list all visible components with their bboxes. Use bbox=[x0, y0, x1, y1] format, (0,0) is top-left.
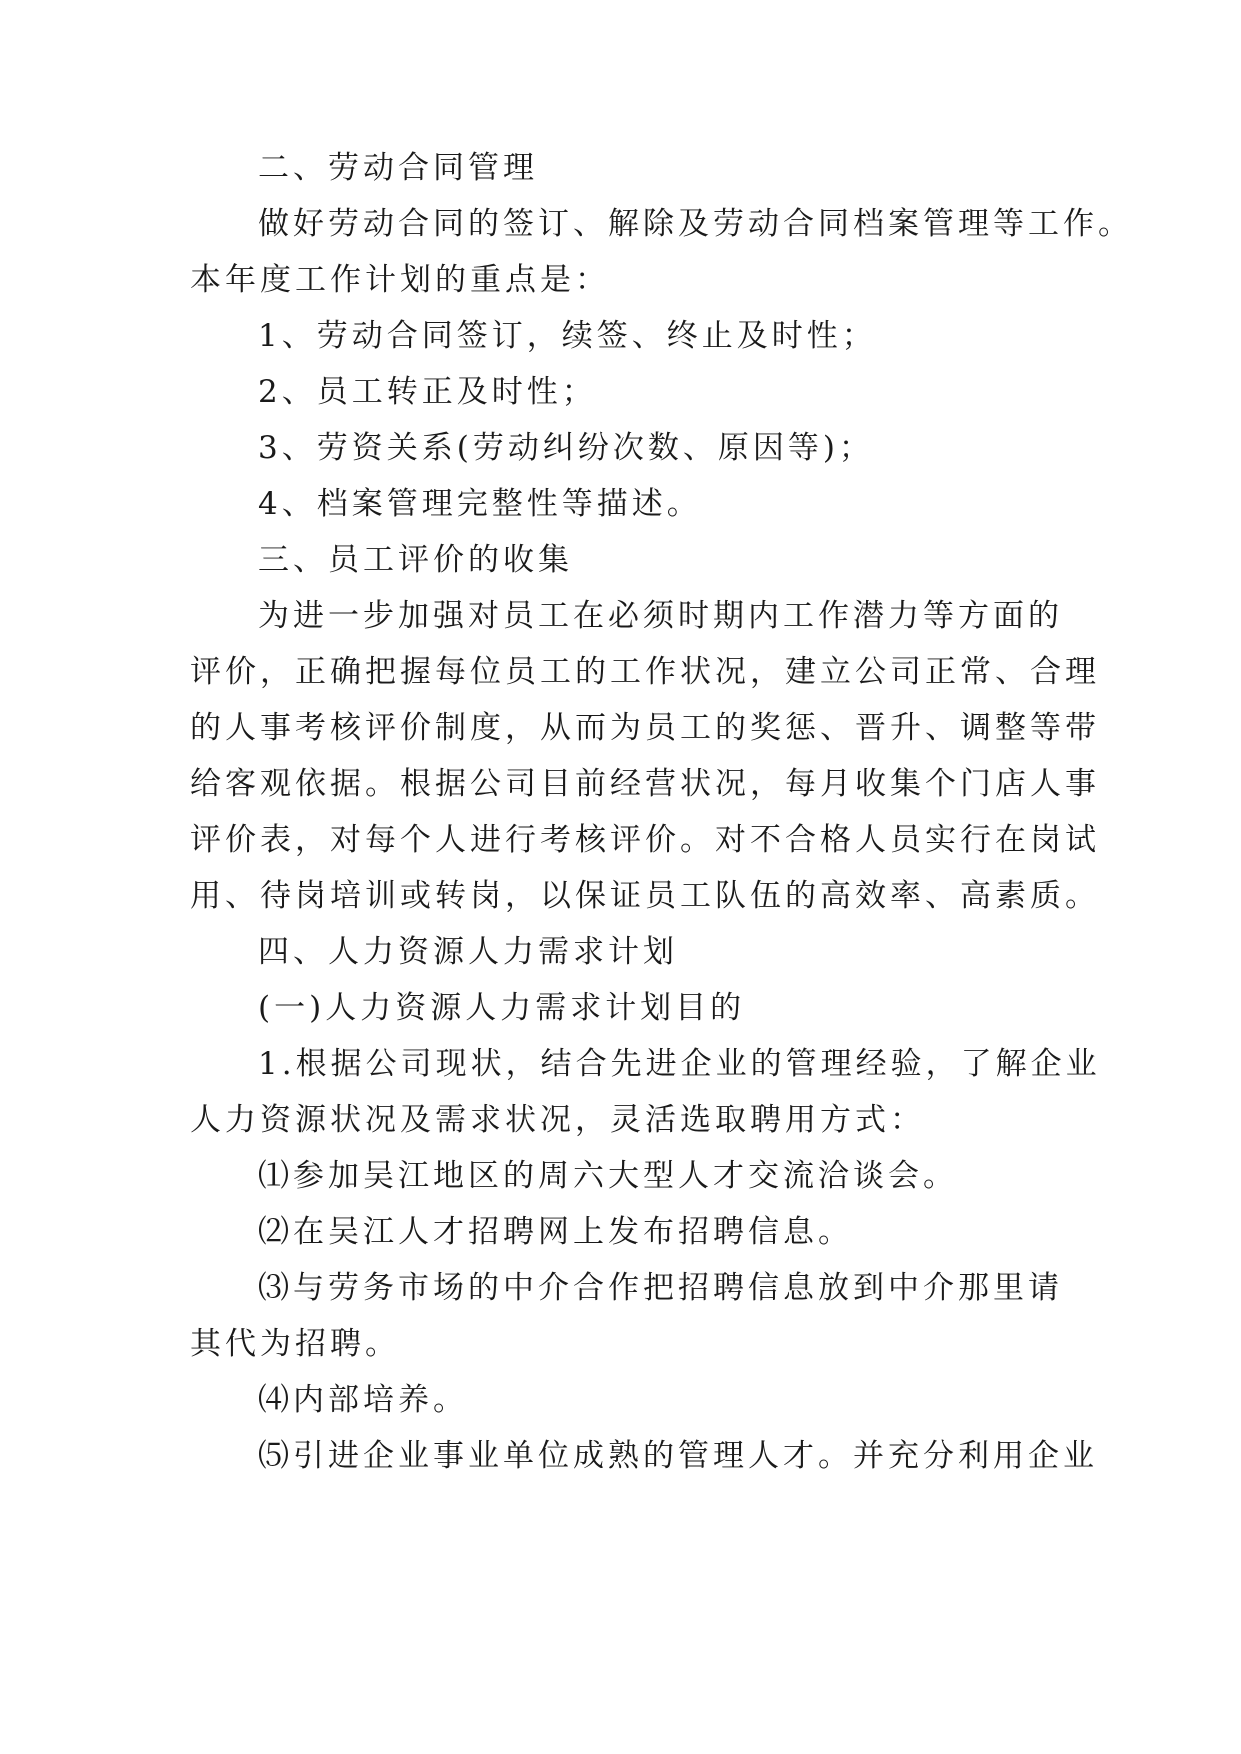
section-heading-hr-demand-plan: 四、人力资源人力需求计划 bbox=[258, 934, 678, 970]
list-item: ⑶与劳务市场的中介合作把招聘信息放到中介那里请 bbox=[258, 1270, 1063, 1306]
paragraph-line: 为进一步加强对员工在必须时期内工作潜力等方面的 bbox=[258, 598, 1063, 634]
paragraph-line: 1.根据公司现状，结合先进企业的管理经验，了解企业 bbox=[258, 1046, 1101, 1082]
list-item: ⑵在吴江人才招聘网上发布招聘信息。 bbox=[258, 1214, 853, 1250]
list-item: ⑸引进企业事业单位成熟的管理人才。并充分利用企业 bbox=[258, 1438, 1098, 1474]
paragraph-line: 评价，正确把握每位员工的工作状况，建立公司正常、合理 bbox=[190, 654, 1100, 690]
paragraph-line: 用、待岗培训或转岗，以保证员工队伍的高效率、高素质。 bbox=[190, 878, 1100, 914]
list-item: 1、劳动合同签订，续签、终止及时性； bbox=[258, 318, 877, 354]
list-item: 3、劳资关系(劳动纠纷次数、原因等)； bbox=[258, 430, 874, 466]
list-item: 4、档案管理完整性等描述。 bbox=[258, 486, 702, 522]
paragraph-line: 的人事考核评价制度，从而为员工的奖惩、晋升、调整等带 bbox=[190, 710, 1100, 746]
list-item: ⑷内部培养。 bbox=[258, 1382, 468, 1418]
list-item: ⑴参加吴江地区的周六大型人才交流洽谈会。 bbox=[258, 1158, 958, 1194]
list-item: 2、员工转正及时性； bbox=[258, 374, 597, 410]
paragraph-line: 本年度工作计划的重点是： bbox=[190, 262, 610, 298]
section-heading-employee-evaluation: 三、员工评价的收集 bbox=[258, 542, 573, 578]
paragraph-line: 做好劳动合同的签订、解除及劳动合同档案管理等工作。 bbox=[258, 206, 1133, 242]
paragraph-line: 其代为招聘。 bbox=[190, 1326, 400, 1362]
paragraph-line: 给客观依据。根据公司目前经营状况，每月收集个门店人事 bbox=[190, 766, 1100, 802]
section-heading-labor-contract: 二、劳动合同管理 bbox=[258, 150, 538, 186]
paragraph-line: 评价表，对每个人进行考核评价。对不合格人员实行在岗试 bbox=[190, 822, 1100, 858]
paragraph-line: 人力资源状况及需求状况，灵活选取聘用方式： bbox=[190, 1102, 925, 1138]
subsection-heading: (一)人力资源人力需求计划目的 bbox=[258, 990, 746, 1026]
